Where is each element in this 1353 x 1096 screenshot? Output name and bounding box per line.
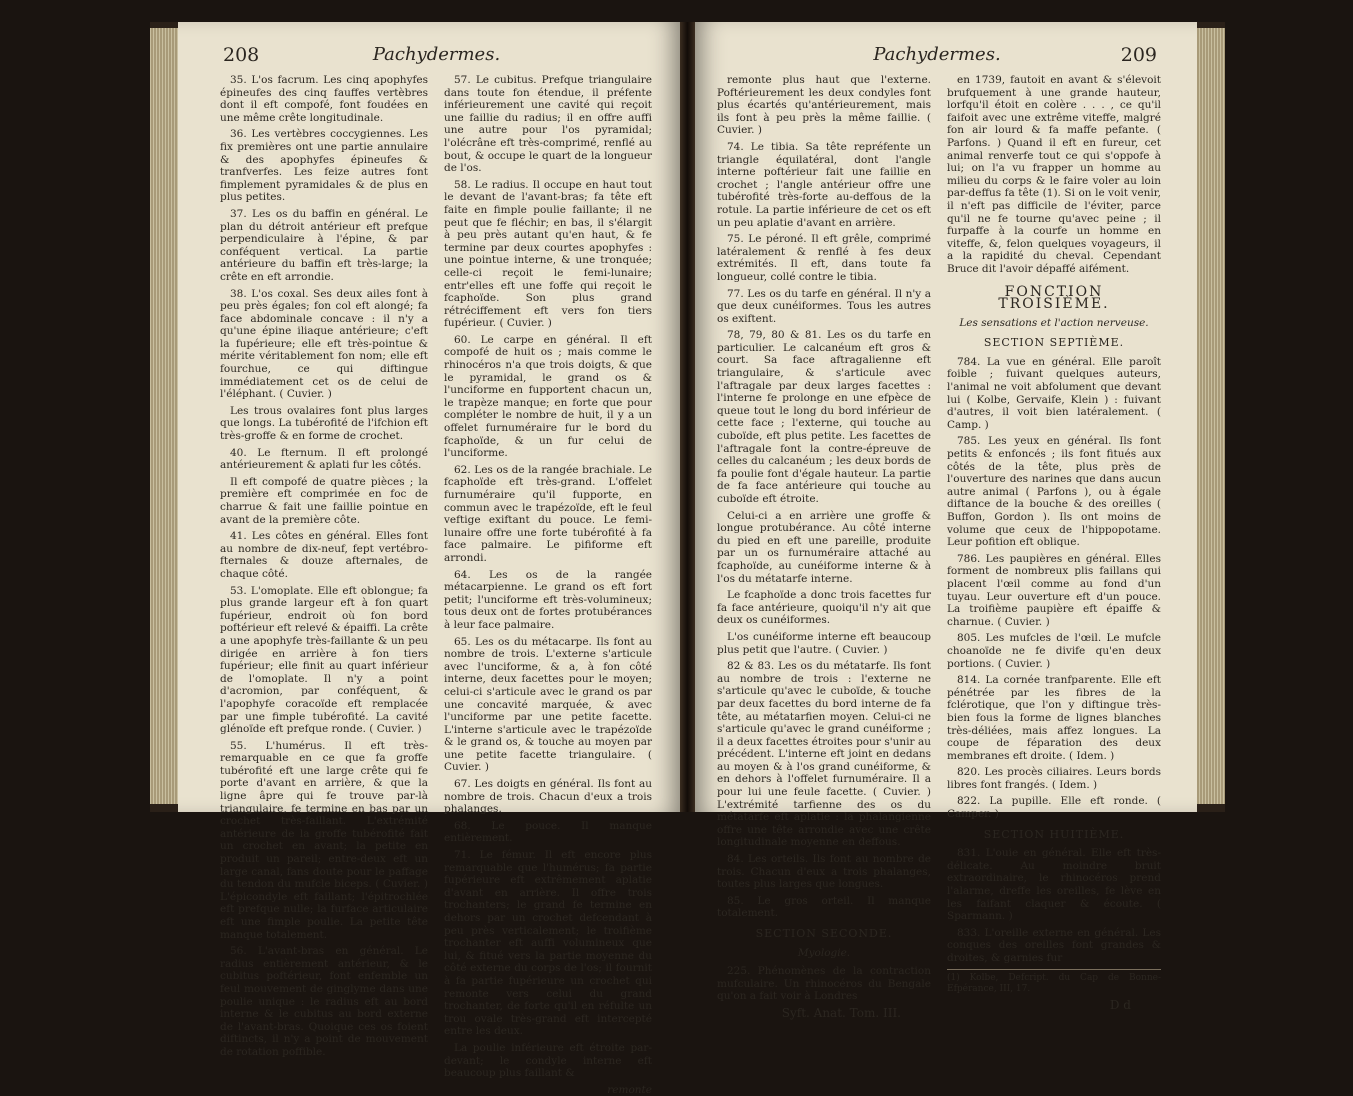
- paragraph: Celui-ci a en arrière une groffe & longue protubérance. Au côté interne du pied en eft une pareille, produite par un os furnuméraire attaché au fcaphoïde, au cunéiforme interne & à l'os du métatarfe interne.: [717, 509, 931, 585]
- paragraph: 36. Les vertèbres coccygiennes. Les fix premières ont une partie annulaire & des apophyfes épineufes & tranfverfes. Les feize autres font fimplement pyramidales & de plus en plus petites.: [220, 128, 428, 204]
- section-heading: FONCTION TROISIÈME.: [998, 283, 1110, 313]
- paragraph: 60. Le carpe en général. Il eft compofé de huit os ; mais comme le rhinocéros n'a que trois doigts, & que le pyramidal, le grand os & l'unciforme en fupportent chacun un, le trapèze manque; en forte que pour compléter le nombre de huit, il y a un offelet furnuméraire fur le bord du fcaphoïde, & un fur celui de l'unciforme.: [444, 333, 652, 460]
- paragraph: 40. Le fternum. Il eft prolongé antérieurement & aplati fur les côtés.: [220, 446, 428, 472]
- page-edges-right: [1197, 28, 1225, 804]
- paragraph: 85. Le gros orteil. Il manque totalement.: [717, 894, 931, 920]
- left-page: [178, 22, 680, 1096]
- paragraph: 78, 79, 80 & 81. Les os du tarfe en particulier. Le calcanéum eft gros & court. Sa face aftragalienne eft triangulaire, & s'articule avec l'aftragale par deux larges facettes : l'interne fe prolonge en une efpèce de queue tout le long du bord inférieur de cette face ; l'externe, qui touche au cuboïde, eft plus petite. Les facettes de l'aftragale font la contre-épreuve de celles du calcanéum ; les deux bords de fa poulie font d'égale hauteur. La partie de fa face antérieure qui touche au cuboïde eft étroite.: [717, 329, 931, 505]
- paragraph: 64. Les os de la rangée métacarpienne. Le grand os eft fort petit; l'unciforme eft très-volumineux; tous deux ont de fortes protubérances à leur face palmaire.: [444, 568, 652, 631]
- paragraph: 38. L'os coxal. Ses deux ailes font à peu près égales; fon col eft alongé; fa face abdominale concave : il n'y a qu'une épine iliaque antérieure; c'eft la fupérieure; elle eft très-pointue & mérite véritablement fon nom; elle eft fourchue, ce qui diftingue immédiatement cet os de celui de l'éléphant. ( Cuvier. ): [220, 287, 428, 401]
- section-heading: SECTION SECONDE.: [755, 927, 893, 940]
- paragraph: 35. L'os facrum. Les cinq apophyfes épineufes des cinq fauffes vertèbres dont il eft compofé, font foudées en une même crête longitudinale.: [220, 74, 428, 124]
- section-heading: SECTION HUITIÈME.: [983, 827, 1125, 841]
- paragraph: 74. Le tibia. Sa tête repréfente un triangle équilatéral, dont l'angle interne poftérieur fait une faillie en crochet ; l'angle antérieur offre une tubérofité très-forte au-deffous de la rotule. La partie inférieure de cet os eft un peu aplatie d'avant en arrière.: [717, 140, 931, 229]
- paragraph: 805. Les mufcles de l'œil. Le mufcle choanoïde ne fe divife qu'en deux portions. ( Cuvier. ): [947, 632, 1161, 670]
- open-book: [150, 22, 1225, 1096]
- paragraph: Le fcaphoïde a donc trois facettes fur fa face antérieure, quoiqu'il n'y ait que deux os cunéiformes.: [717, 589, 931, 627]
- right-page-header: [717, 44, 1157, 68]
- paragraph: 833. L'oreille externe en général. Les conques des oreilles font grandes & droites, & garnies fur: [947, 926, 1161, 964]
- paragraph: 53. L'omoplate. Elle eft oblongue; fa plus grande largeur eft à fon quart fupérieur, endroit où fon bord poftérieur eft relevé & épaiffi. La crête a une apophyfe très-faillante & un peu dirigée en arrière à fon tiers fupérieur; elle finit au quart inférieur de l'omoplate. Il n'y a point d'acromion, par conféquent, & l'apophyfe coracoïde eft remplacée par une fimple tubérofité. La cavité glénoïde eft prefque ronde. ( Cuvier. ): [220, 584, 428, 736]
- left-page-number: 208: [223, 44, 260, 66]
- left-page-header: [223, 44, 650, 68]
- page-edges-left: [150, 28, 178, 804]
- paragraph: 820. Les procès ciliaires. Leurs bords libres font frangés. ( Idem. ): [947, 766, 1161, 791]
- signature-line: Syft. Anat. Tom. III.: [781, 1005, 901, 1020]
- right-page-columns: [717, 74, 1161, 1020]
- right-page-column-1: [717, 74, 931, 1020]
- left-page-running-title: Pachydermes.: [372, 44, 501, 65]
- subsection-heading: Les sensations et l'action nerveuse.: [959, 316, 1149, 329]
- paragraph: 784. La vue en général. Elle paroît foible ; fuivant quelques auteurs, l'animal ne voit abfolument que devant lui ( Kolbe, Gervaife, Klein ) : fuivant d'autres, il voit bien latéralement. ( Camp. ): [947, 355, 1161, 431]
- paragraph: 41. Les côtes en général. Elles font au nombre de dix-neuf, fept vertébro-fternales & douze afternales, de chaque côté.: [220, 530, 428, 580]
- paragraph: 62. Les os de la rangée brachiale. Le fcaphoïde eft très-grand. L'offelet furnuméraire qu'il fupporte, en commun avec le trapézoïde, eft le feul veftige exiftant du pouce. Le femi-lunaire offre une forte tubérofité à fa face palmaire. Le pififorme eft arrondi.: [444, 463, 652, 564]
- paragraph: 786. Les paupières en général. Elles forment de nombreux plis faillans qui placent l'œil comme au fond d'un tuyau. Leur ouverture eft d'un pouce. La troifième paupière eft épaiffe & charnue. ( Cuvier. ): [947, 552, 1161, 628]
- left-page-column-1: [220, 74, 428, 1058]
- paragraph: 57. Le cubitus. Prefque triangulaire dans toute fon étendue, il préfente inférieurement une cavité qui reçoit une faillie du radius; il en offre auffi une autre pour l'os pyramidal; l'olécrâne eft très-comprimé, renflé au bout, & occupe le quart de la longueur de l'os.: [444, 74, 652, 175]
- paragraph: 831. L'ouie en général. Elle eft très-délicate. Au moindre bruit extraordinaire, le rhinocéros prend l'alarme, dreffe les oreilles, fe lève en les faifant claquer & écoute. ( Sparmann. ): [947, 847, 1161, 923]
- paragraph: 75. Le péroné. Il eft grêle, comprimé latéralement & renflé à fes deux extrémités. Il eft, dans toute fa longueur, collé contre le tibia.: [717, 233, 931, 283]
- paragraph: 822. La pupille. Elle eft ronde. ( Camper. ): [947, 795, 1161, 821]
- paragraph: 55. L'humérus. Il eft très-remarquable en ce que fa groffe tubérofité eft une large crête qui fe porte d'avant en arrière, & que la ligne âpre qui fe trouve par-là triangulaire, fe termine en bas par un crochet très-faillant. L'extrémité antérieure de la groffe tubérofité fait un crochet en avant; la petite en produit un pareil; entre-deux eft un large canal, fans doute pour le paffage du tendon du mufcle biceps. ( Cuvier. ) L'épicondyle eft faillant; l'épitrochlée eft prefque nulle; la furface articulaire eft une fimple poulie. La petite tête manque totalement.: [220, 739, 428, 941]
- paragraph: 814. La cornée tranfparente. Elle eft pénétrée par les fibres de la fclérotique, que l'on y diftingue très-bien fous la forme de lignes blanches très-déliées, mais affez longues. La coupe de féparation des deux membranes eft droite. ( Idem. ): [947, 674, 1161, 762]
- footnote: (1) Kolbe, Defcript. du Cap de Bonne-Efpérance, III, 17.: [947, 969, 1161, 995]
- paragraph: Les trous ovalaires font plus larges que longs. La tubérofité de l'ifchion eft très-groffe & en forme de crochet.: [220, 404, 428, 443]
- section-heading: SECTION SEPTIÈME.: [983, 336, 1125, 350]
- right-page-running-title: Pachydermes.: [873, 44, 1001, 65]
- left-page-columns: [220, 74, 652, 1096]
- paragraph: 67. Les doigts en général. Ils font au nombre de trois. Chacun d'eux a trois phalanges.: [444, 778, 652, 816]
- catchword: remonte: [607, 1083, 652, 1096]
- paragraph: 71. Le fémur. Il eft encore plus remarquable que l'humérus; fa partie fupérieure eft extrêmement aplatie d'avant en arrière. Il offre trois trochanters; le grand fe termine en dehors par un crochet defcendant à peu près verticalement; le troifième trochanter eft auffi volumineux que lui, & fitué vers la partie moyenne du côté externe du corps de l'os; il fournit à fa partie fupérieure un crochet qui remonte vers celui du grand trochanter, de forte qu'il en réfulte un trou ovale très-grand eft intercepté entre les deux.: [444, 849, 652, 1038]
- paragraph: en 1739, fautoit en avant & s'élevoit brufquement à une grande hauteur, lorfqu'il étoit en colère . . . , ce qu'il faifoit avec une extrême viteffe, malgré fon air lourd & fa maffe pefante. ( Parfons. ) Quand il eft en fureur, cet animal renverfe tout ce qui s'oppofe à lui; on l'a vu frapper un homme au milieu du corps & le faire voler au loin par-deffus fa tête (1). Si on le voit venir, il n'eft pas difficile de l'éviter, parce qu'il ne fe tourne qu'avec peine ; il furpaffe à la courfe un homme en viteffe, &, felon quelques voyageurs, il a la rapidité du cheval. Cependant Bruce dit l'avoir dépaffé aifément.: [947, 74, 1161, 275]
- paragraph: 785. Les yeux en général. Ils font petits & enfoncés ; ils font fitués aux côtés de la tête, plus près de l'ouverture des narines que dans aucun autre animal ( Parfons ), ou à égale diftance de la bouche & des oreilles ( Buffon, Gordon ). Ils ont moins de volume que ceux de l'hippopotame. Leur pofition eft oblique.: [947, 435, 1161, 549]
- paragraph: 77. Les os du tarfe en général. Il n'y a que deux cunéiformes. Tous les autres os exiftent.: [717, 287, 931, 325]
- book-gutter: [680, 22, 695, 812]
- paragraph: 225. Phénomènes de la contraction mufculaire. Un rhinocéros du Bengale qu'on a fait voir à Londres: [717, 965, 931, 1003]
- paragraph: La poulie inférieure eft étroite par-devant; le condyle interne eft beaucoup plus faillant &: [444, 1041, 652, 1080]
- right-page: [695, 22, 1197, 1020]
- paragraph: 56. L'avant-bras en général. Le radius entièrement antérieur, & le cubitus poftérieur, font enfemble un feul mouvement de ginglyme dans une poulie unique : le radius eft au bord interne & le cubitus au bord externe de l'avant-bras. Quoique ces os foient diftincts, il n'y a point de mouvement de rotation poffible.: [220, 945, 428, 1058]
- paragraph: L'os cunéiforme interne eft beaucoup plus petit que l'autre. ( Cuvier. ): [717, 630, 931, 656]
- right-page-column-2: [947, 74, 1161, 1012]
- paragraph: 68. Le pouce. Il manque entièrement.: [444, 819, 652, 845]
- subsection-heading: Myologie.: [797, 946, 851, 959]
- paragraph: Il eft compofé de quatre pièces ; la première eft comprimée en foc de charrue & fait une faillie pointue en avant de la première côte.: [220, 475, 428, 526]
- paragraph: 82 & 83. Les os du métatarfe. Ils font au nombre de trois : l'externe ne s'articule qu'avec le cuboïde, & touche par deux facettes du bord interne de fa tête, au métatarfien moyen. Celui-ci ne s'articule qu'avec le grand cunéiforme ; il a deux facettes étroites pour s'unir au précédent. L'interne eft joint en dedans au moyen & à l'os grand cunéiforme, & en dehors à l'offelet furnuméraire. Il a pour lui une feule facette. ( Cuvier. ) L'extrémité tarfienne des os du métatarfe eft aplatie : la phalangienne offre une tête arrondie avec une crête longitudinale moyenne en deffous.: [717, 660, 931, 849]
- paragraph: 65. Les os du métacarpe. Ils font au nombre de trois. L'externe s'articule avec l'unciforme, & a, à fon côté interne, deux facettes pour le moyen; celui-ci s'articule avec le grand os par une concavité marquée, & avec l'unciforme par une petite facette. L'interne s'articule avec le trapézoïde & le grand os, & touche au moyen par une petite facette triangulaire. ( Cuvier. ): [444, 635, 652, 774]
- paragraph: 58. Le radius. Il occupe en haut tout le devant de l'avant-bras; fa tête eft faite en fimple poulie faillante; il ne peut que fe fléchir; en bas, il s'élargit à peu près autant qu'en haut, & fe termine par deux courtes apophyfes : une pointue interne, & une tronquée; celle-ci reçoit le femi-lunaire; entr'elles eft une foffe qui reçoit le fcaphoïde. Son plus grand rétréciffement eft vers fon tiers fupérieur. ( Cuvier. ): [444, 178, 652, 330]
- paragraph: 37. Les os du baffin en général. Le plan du détroit antérieur eft prefque perpendiculaire à l'épine, & par conféquent vertical. La partie antérieure du baffin eft très-large; la crête en eft arrondie.: [220, 207, 428, 283]
- left-page-column-2: [444, 74, 652, 1096]
- right-page-number: 209: [1120, 44, 1157, 66]
- paragraph: remonte plus haut que l'externe. Poftérieurement les deux condyles font plus écartés qu'antérieurement, mais ils font à peu près la même faillie. ( Cuvier. ): [717, 74, 931, 137]
- signature-mark: D d: [1109, 997, 1131, 1012]
- paragraph: 84. Les orteils. Ils font au nombre de trois. Chacun d'eux a trois phalanges, toutes plus larges que longues.: [717, 853, 931, 891]
